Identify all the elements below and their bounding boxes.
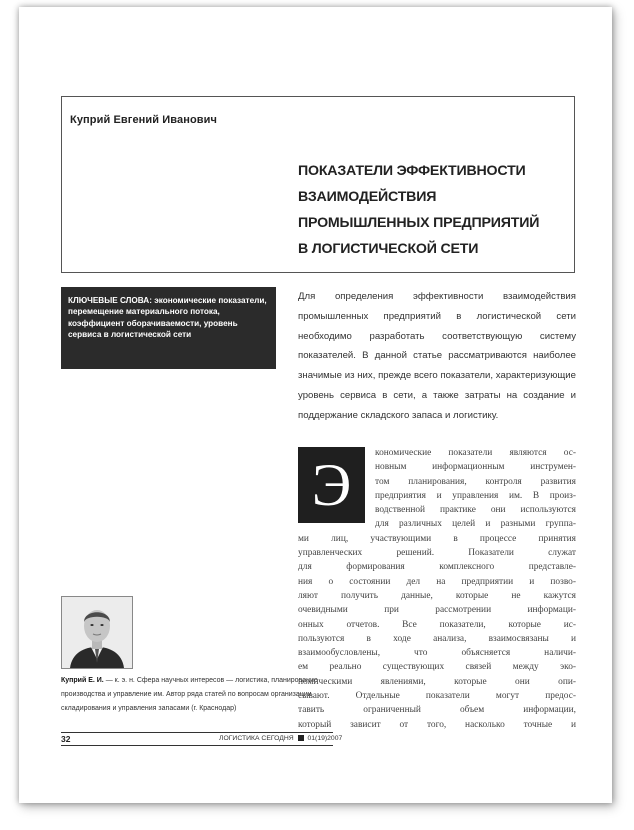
body-line: пользуются в ходе анализа, взаимосвязаны и (298, 633, 576, 644)
body-line: новным информационным инструмен- (375, 462, 576, 473)
body-line: взаимообусловлены, что объясняется наличи- (298, 648, 576, 659)
title-line: ПОКАЗАТЕЛИ ЭФФЕКТИВНОСТИ (298, 163, 526, 179)
author-photo (61, 596, 133, 669)
keywords-text: экономические показатели, перемещение материального потока, коэффициент оборачиваемости, уровень сервиса в логистической сети (68, 296, 267, 340)
article-body (298, 446, 576, 732)
author-bio (61, 674, 319, 717)
author-name: Куприй Евгений Иванович (70, 114, 218, 126)
abstract: Для определения эффективности взаимодействия промышленных предприятий в логистической сети необходимо разработать соответствующую систему показателей. В данной статье рассматриваются наиболее значимые из них, прежде всего показатели, характеризующие уровень сервиса в сети, а также затраты на создание и поддержание складского запаса и логистику. (298, 291, 576, 421)
body-line: онных отчетов. Все показатели, которые ис- (298, 619, 576, 630)
body-line: предприятия и управления им. В произ- (375, 490, 576, 501)
title-line: ВЗАИМОДЕЙСТВИЯ (298, 189, 437, 205)
body-line: номическими явлениями, которые они опи- (298, 676, 576, 687)
keywords-box (61, 287, 276, 369)
body-line: сывают. Отдельные показатели могут предос- (298, 691, 576, 702)
title-line: В ЛОГИСТИЧЕСКОЙ СЕТИ (298, 241, 479, 257)
body-line: том планирования, контроля развития (375, 476, 576, 487)
bio-name: Куприй Е. И. (61, 677, 104, 684)
body-line: для различных целей и разными группа- (375, 519, 576, 530)
body-line: ния о состоянии дел на предприятии и позво- (298, 576, 576, 587)
body-line: очевидными при рассмотрении информаци- (298, 605, 576, 616)
journal-issue: 01(19)2007 (307, 735, 343, 742)
footer-rule-bottom (61, 745, 333, 746)
body-line: ми лиц, участвующими в процессе принятия (298, 533, 576, 544)
article-title (298, 158, 568, 262)
drop-cap: Э (298, 447, 365, 523)
bio-text: — к. э. н. Сфера научных интересов — логистика, планирование производства и управление им. Автор ряда статей по вопросам организации складирования и управления запасами (г. Краснодар) (61, 677, 318, 713)
body-line: который зависит от того, насколько точные и (298, 719, 576, 730)
journal-page (19, 7, 612, 803)
author-portrait-image (62, 597, 132, 668)
footer-rule-top (61, 732, 333, 733)
body-line: ем реально существующих связей между эко- (298, 662, 576, 673)
page-number: 32 (61, 734, 71, 744)
square-separator-icon (298, 735, 304, 741)
journal-footer (219, 735, 342, 742)
body-line: тавить ограниченный объем информации, (298, 705, 576, 716)
body-line: водственной практике они используются (375, 505, 576, 516)
title-line: ПРОМЫШЛЕННЫХ ПРЕДПРИЯТИЙ (298, 215, 540, 231)
body-line: управленческих решений. Показатели служат (298, 548, 576, 559)
body-line: для формирования комплексного представле- (298, 562, 576, 573)
body-line: кономические показатели являются ос- (375, 448, 576, 458)
body-line: ляют получить данные, которые не кажутся (298, 590, 576, 601)
keywords-label: КЛЮЧЕВЫЕ СЛОВА: (68, 296, 152, 305)
journal-name: ЛОГИСТИКА СЕГОДНЯ (219, 735, 294, 742)
